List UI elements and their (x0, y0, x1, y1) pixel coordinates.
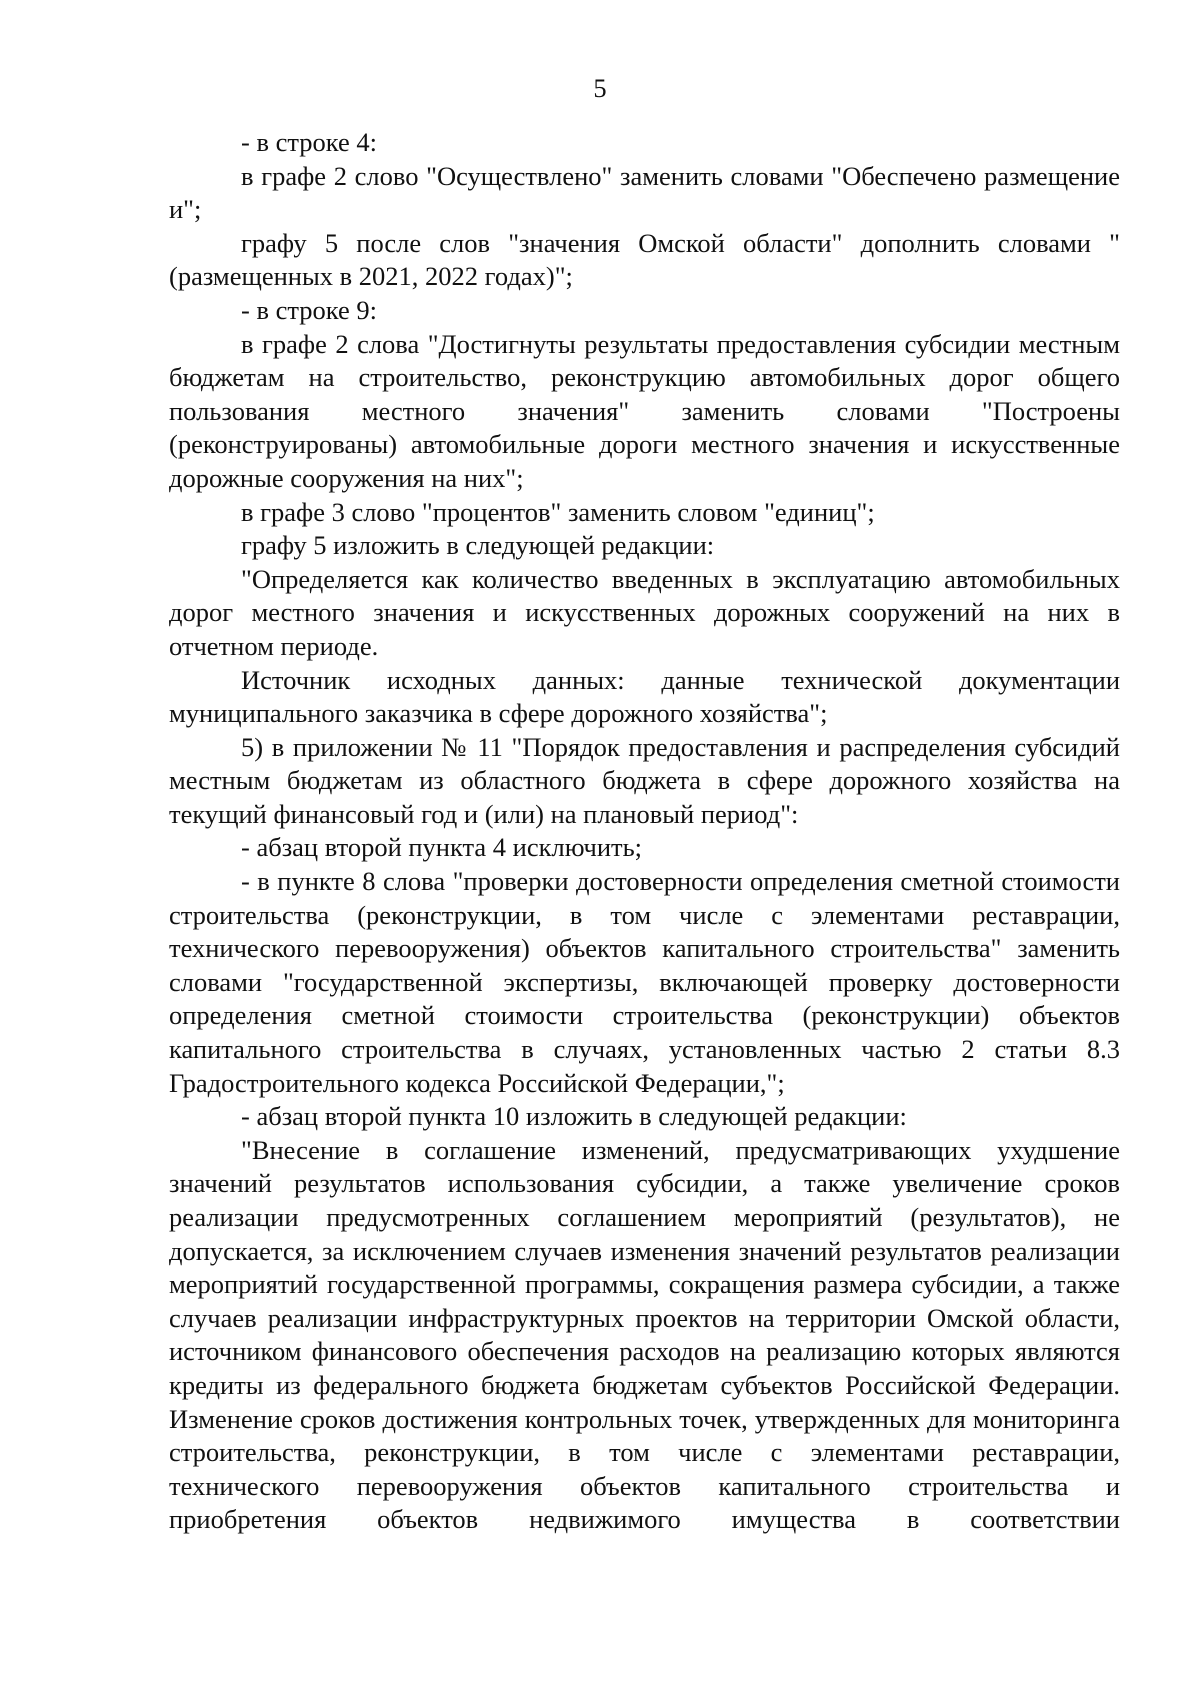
paragraph-point-10-text: "Внесение в соглашение изменений, предусматривающих ухудшение значений результатов использования субсидии, а также увеличение сроков реализации предусмотренных соглашением мероприятий (результатов), не допускается, за исключением случаев изменения значений результатов реализации мероприятий государственной программы, сокращения размера субсидии, а также случаев реализации инфраструктурных проектов на территории Омской области, источником финансового обеспечения расходов на реализацию которых являются кредиты из федерального бюджета бюджетам субъектов Российской Федерации. Изменение сроков достижения контрольных точек, утвержденных для мониторинга строительства, реконструкции, в том числе с элементами реставрации, технического перевооружения объектов капитального строительства и приобретения объектов недвижимого имущества в соответствии (169, 1134, 1120, 1535)
paragraph-row-9-heading: - в строке 9: (241, 294, 377, 325)
paragraph-data-source: Источник исходных данных: данные технической документации муниципального заказчика в сфере дорожного хозяйства"; (169, 664, 1120, 729)
document-body (169, 126, 1120, 1537)
paragraph-row-4-column-2: в графе 2 слово "Осуществлено" заменить словами "Обеспечено размещение и"; (169, 160, 1120, 225)
paragraph-point-8: - в пункте 8 слова "проверки достоверности определения сметной стоимости строительства (реконструкции, в том числе с элементами реставрации, технического перевооружения) объектов капитального строительства" заменить словами "государственной экспертизы, включающей проверку достоверности определения сметной стоимости строительства (реконструкции) объектов капитального строительства в случаях, установленных частью 2 статьи 8.3 Градостроительного кодекса Российской Федерации,"; (169, 866, 1120, 1098)
paragraph-row-9-column-3: в графе 3 слово "процентов" заменить словом "единиц"; (241, 496, 875, 527)
paragraph-point-10-heading: - абзац второй пункта 10 изложить в следующей редакции: (241, 1101, 907, 1132)
paragraph-row-9-column-5: графу 5 изложить в следующей редакции: (241, 530, 715, 561)
paragraph-row-4-column-5: графу 5 после слов "значения Омской области" дополнить словами "(размещенных в 2021, 2022 годах)"; (169, 227, 1120, 292)
paragraph-point-4: - абзац второй пункта 4 исключить; (241, 832, 643, 863)
paragraph-appendix-11: 5) в приложении № 11 "Порядок предоставления и распределения субсидий местным бюджетам из областного бюджета в сфере дорожного хозяйства на текущий финансовый год и (или) на плановый период": (169, 731, 1120, 829)
paragraph-definition: "Определяется как количество введенных в эксплуатацию автомобильных дорог местного значения и искусственных дорожных сооружений на них в отчетном периоде. (169, 563, 1120, 661)
paragraph-row-4-heading: - в строке 4: (241, 127, 377, 157)
page-number: 5 (593, 73, 607, 103)
paragraph-row-9-column-2: в графе 2 слова "Достигнуты результаты предоставления субсидии местным бюджетам на строительство, реконструкцию автомобильных дорог общего пользования местного значения" заменить словами "Построены (реконструированы) автомобильные дороги местного значения и искусственные дорожные сооружения на них"; (169, 328, 1120, 493)
